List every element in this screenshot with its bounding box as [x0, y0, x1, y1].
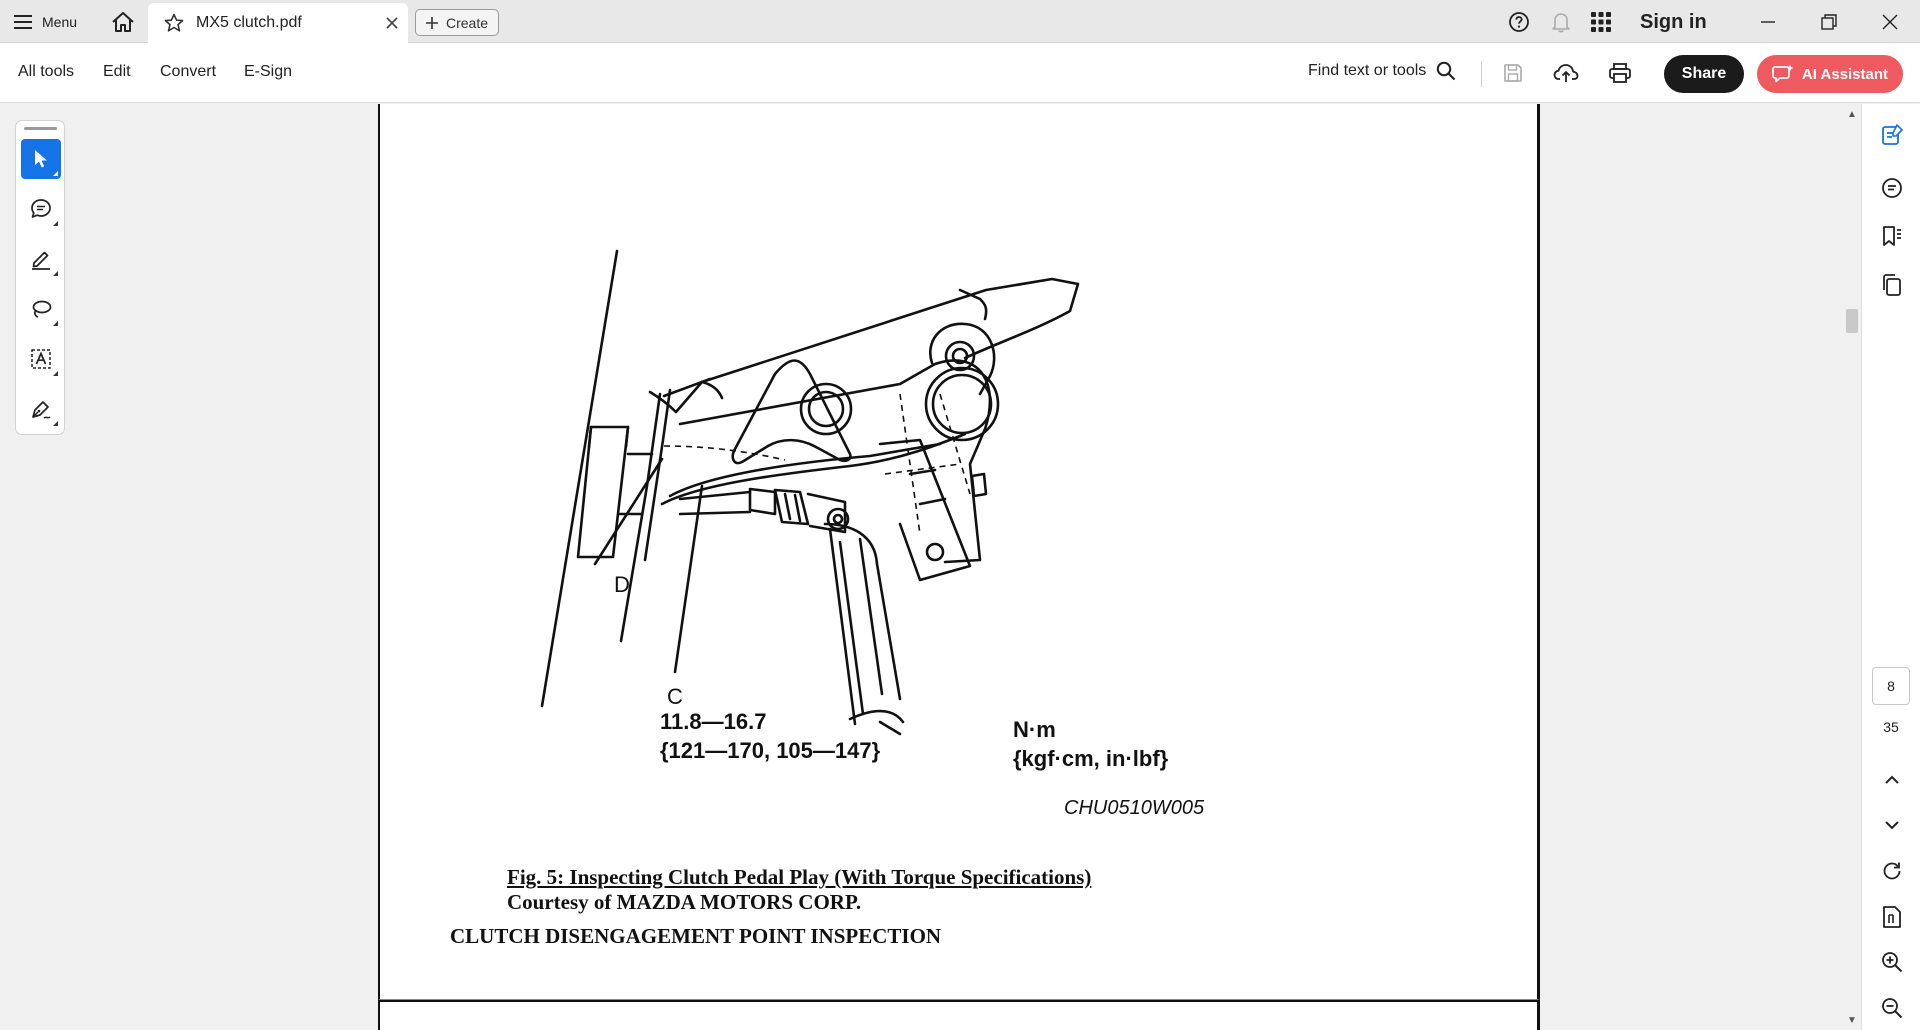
bookmarks-rail-button[interactable] [1879, 223, 1905, 249]
scrollbar-thumb[interactable] [1846, 309, 1858, 333]
home-icon [111, 11, 135, 33]
help-button[interactable] [1508, 11, 1530, 33]
minimize-icon [1756, 10, 1780, 34]
printer-icon [1608, 62, 1632, 84]
main-toolbar [0, 43, 1920, 103]
close-icon [1878, 10, 1902, 34]
restore-button[interactable] [1817, 10, 1841, 34]
star-icon[interactable] [164, 13, 184, 33]
tool-submenu-indicator [53, 371, 58, 376]
next-page-button[interactable] [1879, 812, 1905, 838]
search-icon [1436, 61, 1456, 81]
edit-document-icon [1880, 123, 1904, 147]
plus-icon [426, 17, 438, 29]
pages-rail-button[interactable] [1879, 272, 1905, 298]
print-button[interactable] [1607, 60, 1633, 86]
unit-nm: N·m [1013, 717, 1056, 742]
draw-tool-button[interactable] [21, 289, 61, 329]
highlight-tool-button[interactable] [21, 239, 61, 279]
text-box-icon [30, 348, 52, 370]
chevron-up-icon [1884, 775, 1900, 785]
edit-pdf-rail-button[interactable] [1879, 122, 1905, 148]
current-page-input[interactable]: 8 [1872, 667, 1910, 705]
chevron-down-icon [1884, 820, 1900, 830]
upload-button[interactable] [1553, 60, 1579, 86]
cursor-icon [32, 149, 50, 169]
sign-tool-button[interactable] [21, 389, 61, 429]
unit-alt: {kgf·cm, in·lbf} [1013, 746, 1169, 771]
fit-page-button[interactable] [1879, 904, 1905, 930]
total-pages: 35 [1883, 719, 1899, 735]
edit-menu[interactable]: Edit [103, 63, 131, 80]
page-fit-icon [1881, 905, 1903, 929]
comment-icon [30, 198, 52, 220]
previous-page-button[interactable] [1879, 767, 1905, 793]
restore-icon [1817, 10, 1841, 34]
pdf-page [378, 104, 1540, 1000]
section-heading: CLUTCH DISENGAGEMENT POINT INSPECTION [450, 924, 942, 948]
save-button[interactable] [1500, 60, 1526, 86]
tool-submenu-indicator [53, 171, 58, 176]
bell-icon [1551, 11, 1571, 33]
pen-icon [30, 248, 52, 270]
vertical-scrollbar[interactable] [1843, 104, 1861, 1030]
tool-submenu-indicator [53, 321, 58, 326]
comments-rail-button[interactable] [1879, 175, 1905, 201]
esign-menu[interactable]: E-Sign [244, 63, 293, 80]
figure-title: Fig. 5: Inspecting Clutch Pedal Play (With Torque Specifications) [507, 865, 1092, 889]
document-viewport[interactable] [75, 104, 1843, 1030]
clutch-pedal-diagram [380, 104, 1542, 864]
zoom-out-icon [1881, 997, 1903, 1019]
ai-assistant-icon [1772, 64, 1794, 84]
close-window-button[interactable] [1878, 10, 1902, 34]
notifications-button[interactable] [1551, 11, 1573, 33]
select-tool-button[interactable] [21, 139, 61, 179]
rotate-button[interactable] [1879, 858, 1905, 884]
lasso-icon [30, 298, 52, 320]
left-panel [0, 104, 75, 1030]
convert-menu[interactable]: Convert [160, 63, 217, 80]
torque-value-alt: {121—170, 105—147} [660, 738, 881, 763]
zoom-out-button[interactable] [1879, 995, 1905, 1021]
apps-grid-icon [1591, 12, 1611, 32]
minimize-button[interactable] [1756, 10, 1780, 34]
document-tab[interactable] [148, 3, 408, 43]
sign-in-link[interactable]: Sign in [1640, 10, 1707, 33]
save-icon [1502, 62, 1524, 84]
create-label: Create [446, 14, 489, 31]
zoom-in-button[interactable] [1879, 949, 1905, 975]
comment-tool-button[interactable] [21, 189, 61, 229]
scroll-up-arrow[interactable]: ▲ [1847, 109, 1857, 120]
create-button[interactable] [415, 9, 499, 36]
bookmark-icon [1880, 224, 1904, 248]
document-tab-title: MX5 clutch.pdf [196, 14, 302, 31]
find-label: Find text or tools [1308, 62, 1427, 79]
toolbar-divider [1481, 61, 1482, 87]
figure-caption [507, 865, 1091, 915]
figure-code: CHU0510W005 [1064, 797, 1205, 819]
cloud-upload-icon [1553, 62, 1579, 84]
close-tab-icon[interactable] [386, 17, 398, 29]
pdf-page-next [378, 1000, 1540, 1030]
comment-bubble-icon [1880, 176, 1904, 200]
ai-assistant-button[interactable] [1757, 55, 1903, 93]
right-rail [1861, 104, 1920, 1030]
tool-submenu-indicator [53, 271, 58, 276]
tab-bar [0, 0, 1920, 43]
menu-label: Menu [42, 14, 78, 30]
find-text-or-tools[interactable] [1308, 61, 1456, 81]
fountain-pen-icon [30, 398, 52, 420]
callout-c: C [667, 684, 683, 709]
palette-grip[interactable] [24, 127, 57, 130]
scroll-down-arrow[interactable]: ▼ [1847, 1015, 1857, 1026]
text-box-tool-button[interactable] [21, 339, 61, 379]
copy-pages-icon [1880, 273, 1904, 297]
apps-button[interactable] [1591, 11, 1613, 33]
menu-button[interactable] [14, 10, 77, 34]
tool-submenu-indicator [53, 221, 58, 226]
callout-d: D [614, 572, 630, 597]
all-tools-menu[interactable]: All tools [18, 63, 75, 80]
quick-tools-palette [15, 120, 65, 435]
zoom-in-icon [1881, 951, 1903, 973]
ai-assistant-label: AI Assistant [1801, 65, 1889, 83]
home-button[interactable] [110, 9, 136, 35]
torque-value-nm: 11.8—16.7 [660, 709, 767, 734]
share-button[interactable]: Share [1664, 55, 1744, 93]
rotate-icon [1881, 860, 1903, 882]
help-icon [1508, 11, 1530, 33]
hamburger-icon [14, 15, 32, 29]
tool-submenu-indicator [53, 421, 58, 426]
figure-credit: Courtesy of MAZDA MOTORS CORP. [507, 890, 862, 914]
